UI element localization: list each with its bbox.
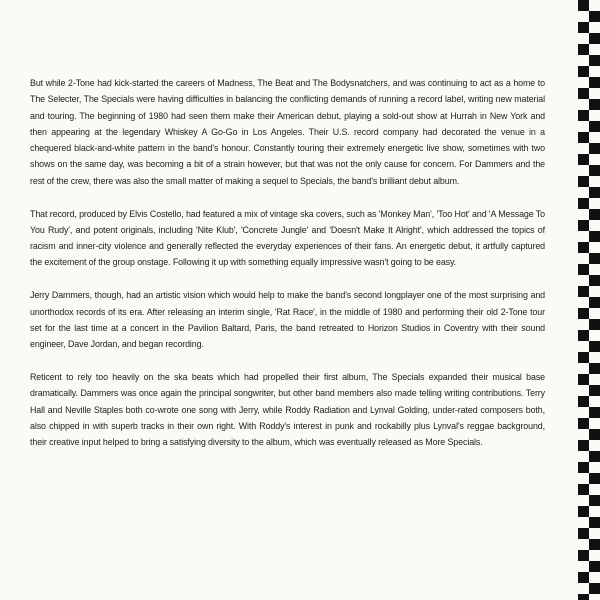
checker-square bbox=[578, 242, 589, 253]
checker-square bbox=[589, 297, 600, 308]
checker-square bbox=[589, 451, 600, 462]
paragraph-2: That record, produced by Elvis Costello, had featured a mix of vintage ska covers, such as 'Monkey Man', 'Too Hot' and 'A Message To You Rudy', and potent originals, including 'Nite Klub', 'Concrete Jungle' and 'Doesn't Make It Alright', which addressed the topics of racism and inner-city violence and generally reflected the everyday experiences of their fans. An energetic debut, it artfully captured the excitement of the group onstage. Following it up with something equally impressive wasn't going to be easy. bbox=[30, 208, 545, 268]
checker-square bbox=[578, 440, 589, 451]
checker-square bbox=[578, 462, 589, 473]
paragraph-3: Jerry Dammers, though, had an artistic vision which would help to make the band's second longplayer one of the most surprising and unorthodox records of its era. After releasing an interim single, 'Rat Race', in the middle of 1980 and performing their old 2-Tone tour set for the last time at a concert in the Pavilion Baltard, Paris, the band retreated to Horizon Studios in Coventry with their sound engineer, Dave Jordan, and began recording. bbox=[30, 290, 545, 350]
checker-square bbox=[589, 165, 600, 176]
checkerboard-border bbox=[578, 0, 600, 600]
checker-square bbox=[578, 352, 589, 363]
checker-square bbox=[589, 341, 600, 352]
checker-square bbox=[578, 264, 589, 275]
checker-square bbox=[589, 33, 600, 44]
checker-square bbox=[589, 187, 600, 198]
checker-square bbox=[578, 220, 589, 231]
checker-square bbox=[578, 484, 589, 495]
checker-square bbox=[578, 330, 589, 341]
checker-square bbox=[578, 198, 589, 209]
checker-square bbox=[589, 121, 600, 132]
checker-square bbox=[578, 88, 589, 99]
checker-square bbox=[578, 44, 589, 55]
checker-square bbox=[578, 308, 589, 319]
checker-square bbox=[578, 110, 589, 121]
checker-square bbox=[589, 319, 600, 330]
checker-square bbox=[578, 66, 589, 77]
checker-square bbox=[589, 231, 600, 242]
checkerboard-pattern bbox=[578, 0, 600, 600]
checker-square bbox=[578, 550, 589, 561]
checker-square bbox=[589, 385, 600, 396]
checker-square bbox=[578, 176, 589, 187]
checker-square bbox=[589, 495, 600, 506]
checker-square bbox=[578, 572, 589, 583]
checker-square bbox=[578, 594, 589, 600]
checker-square bbox=[578, 22, 589, 33]
checker-square bbox=[589, 363, 600, 374]
checker-square bbox=[578, 132, 589, 143]
checker-square bbox=[578, 0, 589, 11]
checker-square bbox=[589, 583, 600, 594]
checker-square bbox=[589, 209, 600, 220]
checker-square bbox=[589, 143, 600, 154]
checker-square bbox=[589, 11, 600, 22]
checker-square bbox=[589, 473, 600, 484]
checker-square bbox=[578, 396, 589, 407]
checker-square bbox=[589, 253, 600, 264]
checker-square bbox=[589, 517, 600, 528]
checker-square bbox=[589, 99, 600, 110]
checker-square bbox=[589, 561, 600, 572]
checker-square bbox=[589, 77, 600, 88]
checker-square bbox=[578, 418, 589, 429]
checker-square bbox=[578, 506, 589, 517]
paragraph-1: But while 2-Tone had kick-started the careers of Madness, The Beat and The Bodysnatchers, and was continuing to act as a home to The Selecter, The Specials were having difficulties in balancing the conflicting demands of running a record label, writing new material and touring. The beginning of 1980 had seen them make their American debut, playing a sold-out show at Hurrah in New York and then appearing at the legendary Whiskey A Go-Go in Los Angeles. Their U.S. record company had decorated the venue in a chequered black-and-white pattern in the band's honour. Constantly touring their extremely energetic live show, sometimes with two shows on the same day, was becoming a bit of a strain however, but that was not the only cause for concern. For Dammers and the rest of the crew, there was also the small matter of making a sequel to Specials, the band's brilliant debut album. bbox=[30, 78, 545, 186]
checker-square bbox=[589, 275, 600, 286]
article-body bbox=[30, 75, 545, 467]
checker-square bbox=[578, 154, 589, 165]
checker-square bbox=[578, 528, 589, 539]
checker-square bbox=[578, 374, 589, 385]
checker-square bbox=[589, 429, 600, 440]
paragraph-4: Reticent to rely too heavily on the ska beats which had propelled their first album, The Specials expanded their musical base dramatically. Dammers was once again the principal songwriter, but other band members also made telling writing contributions. Terry Hall and Neville Staples both co-wrote one song with Jerry, while Roddy Radiation and Lynval Golding, under-rated composers both, also chipped in with superb tracks in their own right. With Roddy's interest in punk and rockabilly plus Lynval's reggae background, their creative input helped to bring a satisfying diversity to the album, which was eventually released as More Specials. bbox=[30, 371, 545, 448]
checker-square bbox=[589, 55, 600, 66]
checker-square bbox=[578, 286, 589, 297]
checker-square bbox=[589, 407, 600, 418]
checker-square bbox=[589, 539, 600, 550]
